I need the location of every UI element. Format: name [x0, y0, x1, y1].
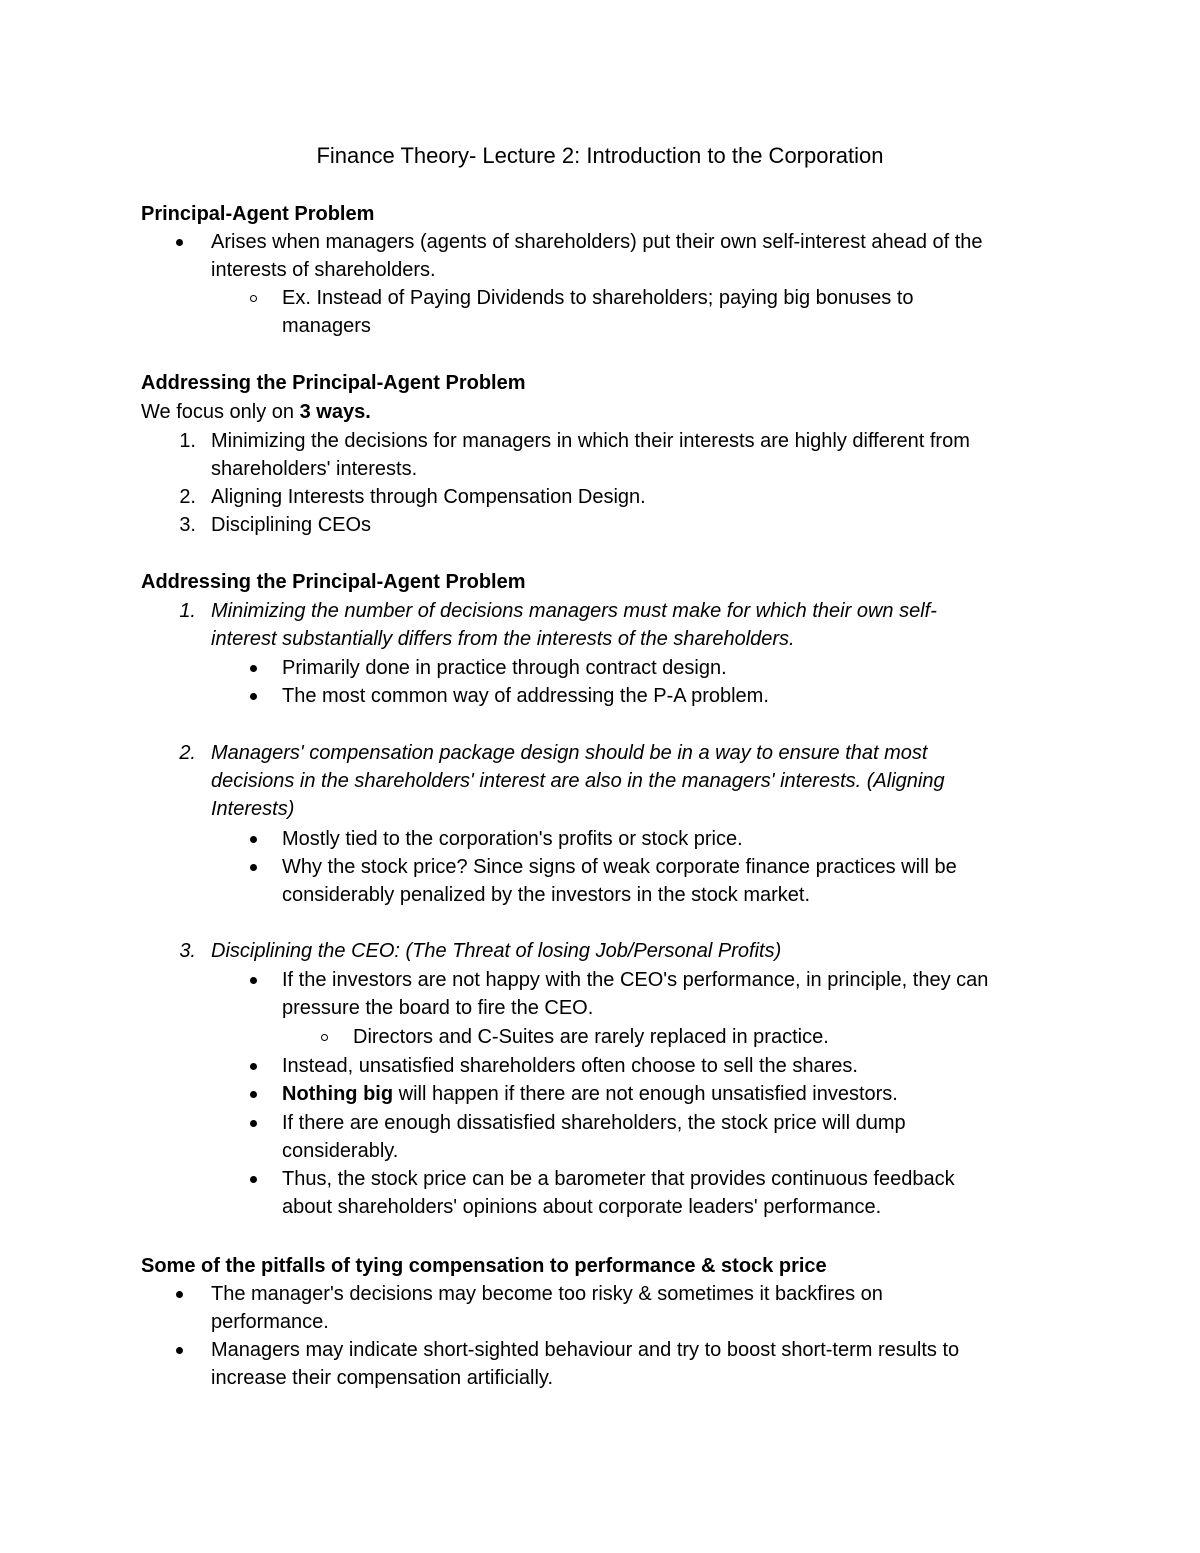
list-number: 2. [179, 742, 196, 764]
list-item-text: increase their compensation artificially. [211, 1367, 554, 1389]
list-item-text: Interests) [211, 798, 295, 820]
list-number: 2. [179, 486, 196, 508]
list-item-text: interests of shareholders. [211, 259, 436, 281]
bullet-icon [250, 1063, 257, 1070]
sub-list-item-text: Mostly tied to the corporation's profits or stock price. [282, 828, 743, 850]
sub-list-item-text: pressure the board to fire the CEO. [282, 997, 594, 1019]
list-item-text: interest substantially differs from the interests of the shareholders. [211, 628, 795, 650]
list-item-text: The manager's decisions may become too risky & sometimes it backfires on [211, 1283, 883, 1305]
emphasis-text: Nothing big [282, 1083, 394, 1105]
sub-list-item-text: Primarily done in practice through contract design. [282, 657, 727, 679]
section-heading-pitfalls: Some of the pitfalls of tying compensation to performance & stock price [141, 1255, 827, 1277]
sub-list-item-text: If the investors are not happy with the CEO's performance, in principle, they can [282, 969, 989, 991]
list-number: 3. [179, 940, 196, 962]
list-item-text: shareholders' interests. [211, 458, 418, 480]
sub-list-item-text: If there are enough dissatisfied shareholders, the stock price will dump [282, 1112, 906, 1134]
sub-list-item-text: The most common way of addressing the P-A problem. [282, 685, 769, 707]
bullet-icon [250, 864, 257, 871]
intro-bold: 3 ways. [299, 401, 371, 423]
hollow-bullet-icon [321, 1034, 328, 1041]
bullet-icon [250, 1091, 257, 1098]
sub-list-item-text: Thus, the stock price can be a barometer that provides continuous feedback [282, 1168, 955, 1190]
hollow-bullet-icon [250, 295, 257, 302]
bullet-icon [176, 239, 183, 246]
bullet-icon [250, 836, 257, 843]
list-item-text: Arises when managers (agents of shareholders) put their own self-interest ahead of the [211, 231, 983, 253]
list-item-text: Managers' compensation package design should be in a way to ensure that most [211, 742, 928, 764]
list-number: 1. [179, 600, 196, 622]
list-item-text: Aligning Interests through Compensation Design. [211, 486, 646, 508]
list-item-text: performance. [211, 1311, 329, 1333]
sub-list-item-text: considerably penalized by the investors in the stock market. [282, 884, 811, 906]
list-item-text: decisions in the shareholders' interest are also in the managers' interests. (Aligning [211, 770, 945, 792]
sub-list-item-text [282, 1080, 898, 1108]
sub-list-item-text: Ex. Instead of Paying Dividends to shareholders; paying big bonuses to [282, 287, 914, 309]
list-item-text: Minimizing the number of decisions managers must make for which their own self- [211, 600, 937, 622]
section-heading-principal-agent: Principal-Agent Problem [141, 203, 375, 225]
list-number: 3. [179, 514, 196, 536]
bullet-icon [250, 1120, 257, 1127]
list-item-text: Managers may indicate short-sighted behaviour and try to boost short-term results to [211, 1339, 960, 1361]
bullet-icon [250, 693, 257, 700]
sub-sub-list-item-text: Directors and C-Suites are rarely replaced in practice. [353, 1026, 829, 1048]
sub-list-item-text: Why the stock price? Since signs of weak corporate finance practices will be [282, 856, 957, 878]
section-heading-addressing: Addressing the Principal-Agent Problem [141, 372, 526, 394]
list-item-text: Disciplining the CEO: (The Threat of losing Job/Personal Profits) [211, 940, 782, 962]
intro-text [141, 398, 371, 426]
bullet-icon [250, 977, 257, 984]
bullet-icon [250, 665, 257, 672]
bullet-icon [176, 1347, 183, 1354]
sub-list-item-text: considerably. [282, 1140, 399, 1162]
sub-list-item-rest: will happen if there are not enough unsatisfied investors. [393, 1083, 898, 1105]
section-heading-addressing-detail: Addressing the Principal-Agent Problem [141, 571, 526, 593]
page-title: Finance Theory- Lecture 2: Introduction to the Corporation [316, 143, 884, 168]
bullet-icon [176, 1291, 183, 1298]
sub-list-item-text: managers [282, 315, 371, 337]
sub-list-item-text: Instead, unsatisfied shareholders often choose to sell the shares. [282, 1055, 858, 1077]
sub-list-item-text: about shareholders' opinions about corporate leaders' performance. [282, 1196, 882, 1218]
intro-prefix: We focus only on [141, 401, 300, 423]
list-item-text: Disciplining CEOs [211, 514, 372, 536]
list-item-text: Minimizing the decisions for managers in which their interests are highly different from [211, 430, 970, 452]
list-number: 1. [179, 430, 196, 452]
bullet-icon [250, 1176, 257, 1183]
